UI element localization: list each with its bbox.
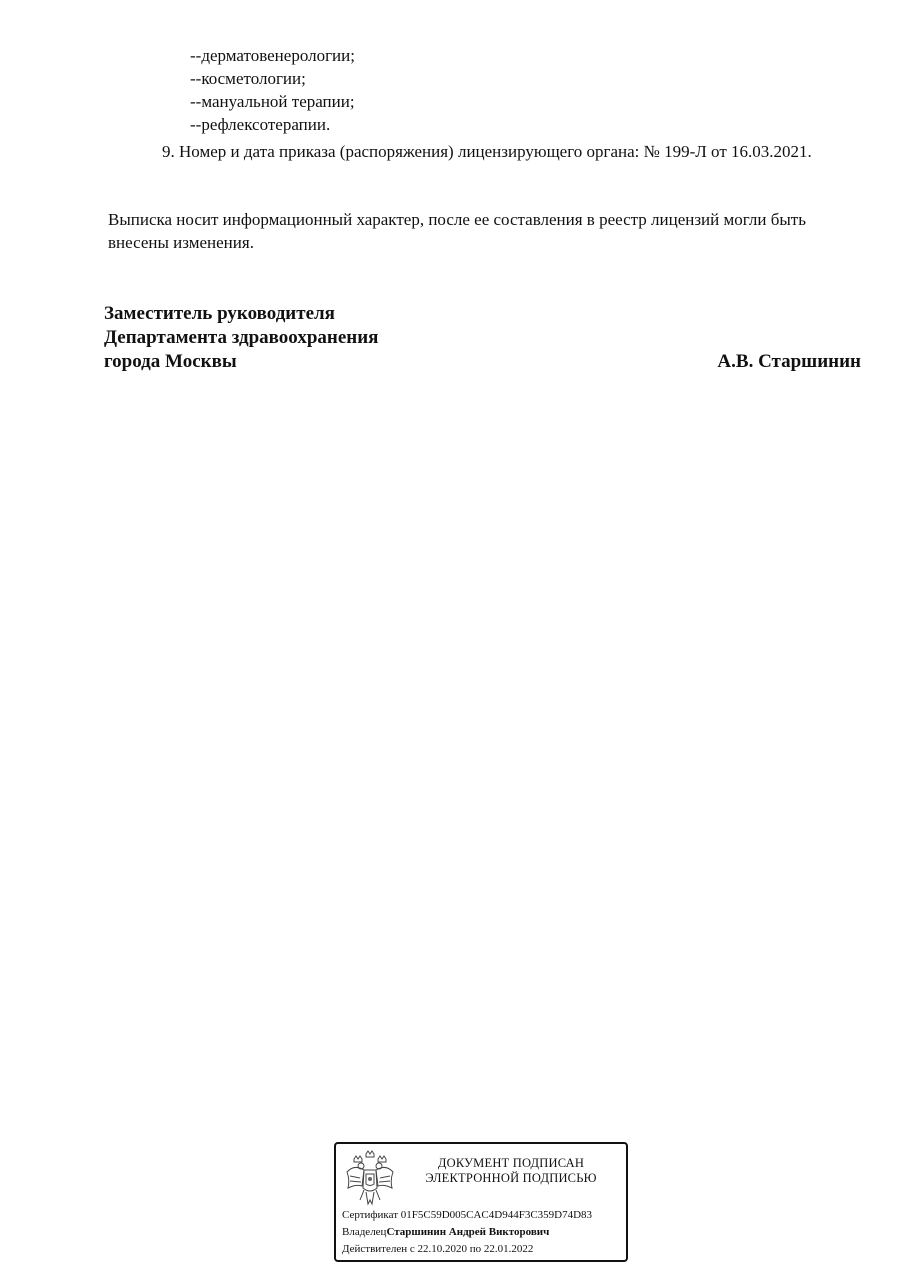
list-item: --мануальной терапии; bbox=[190, 92, 355, 111]
signatory-position bbox=[104, 302, 378, 374]
stamp-title bbox=[406, 1156, 616, 1186]
stamp-title-line: ЭЛЕКТРОННОЙ ПОДПИСЬЮ bbox=[425, 1171, 597, 1185]
owner-name: Старшинин Андрей Викторович bbox=[386, 1226, 550, 1238]
signatory-name: А.В. Старшинин bbox=[717, 351, 861, 372]
list-item: --рефлексотерапии. bbox=[190, 115, 331, 134]
licensed-activities-list bbox=[190, 44, 355, 136]
position-line: Департамента здравоохранения bbox=[104, 327, 379, 348]
electronic-signature-stamp bbox=[334, 1142, 628, 1262]
order-number-item: 9. Номер и дата приказа (распоряжения) лицензирующего органа: № 199-Л от 16.03.2021. bbox=[162, 142, 812, 161]
disclaimer-note bbox=[108, 208, 868, 254]
note-line: внесены изменения. bbox=[108, 233, 254, 252]
certificate-validity: Действителен с 22.10.2020 по 22.01.2022 bbox=[342, 1243, 534, 1255]
note-line: Выписка носит информационный характер, после ее составления в реестр лицензий могли быть bbox=[108, 210, 806, 229]
position-line: Заместитель руководителя bbox=[104, 303, 335, 324]
position-line: города Москвы bbox=[104, 351, 237, 372]
stamp-title-line: ДОКУМЕНТ ПОДПИСАН bbox=[437, 1156, 585, 1170]
coat-of-arms-icon bbox=[344, 1150, 396, 1208]
certificate-owner bbox=[342, 1225, 549, 1239]
list-item: --дерматовенерологии; bbox=[190, 46, 355, 65]
owner-label: Владелец bbox=[342, 1226, 387, 1238]
list-item: --косметологии; bbox=[190, 69, 306, 88]
certificate-number: Сертификат 01F5C59D005CAC4D944F3C359D74D83 bbox=[342, 1209, 593, 1221]
